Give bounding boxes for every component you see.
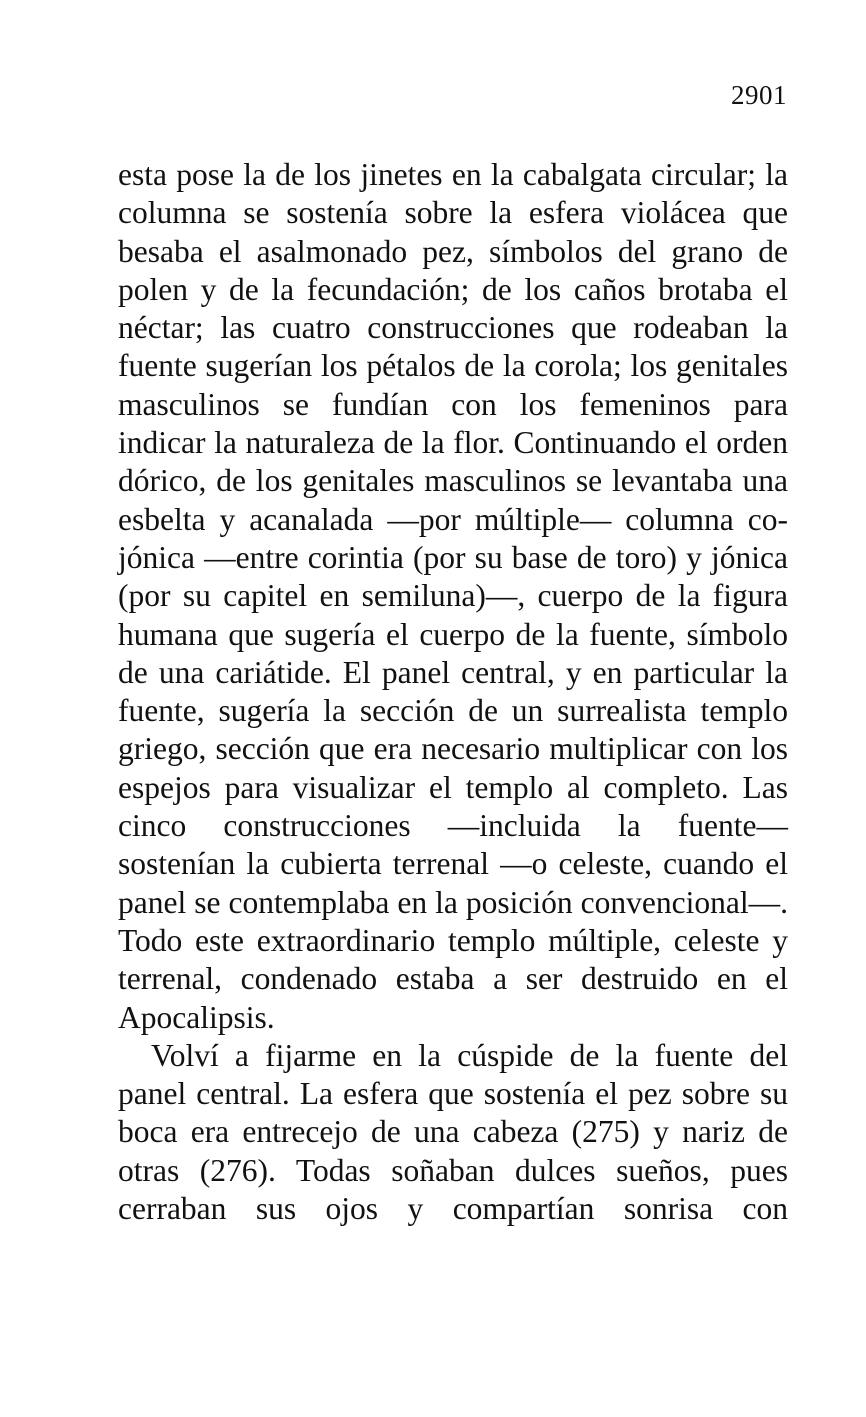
page-number: 2901 [731,80,787,110]
paragraph-2: Volví a fijarme en la cúspide de la fuente del panel central. La esfera que sostenía el pez sobre su boca era entrecejo de una cabeza (275) y nariz de otras (276). Todas soñaban dulces sueños, pues cerraban sus ojos y compartían sonrisa con [118,1037,788,1227]
paragraph-1: esta pose la de los jinetes en la cabalgata circular; la columna se sostenía sobre la esfera violácea que besaba el asalmonado pez, símbolos del grano de polen y de la fecundación; de los caños brotaba el néctar; las cuatro construcciones que rodeaban la fuente sugerían los pétalos de la corola; los genitales masculinos se fundían con los femeninos para indicar la naturaleza de la flor. Continuando el orden dórico, de los genitales masculinos se levantaba una esbelta y acanalada —por múltiple— columna co-jónica —entre corintia (por su base de toro) y jónica (por su capitel en semiluna)—, cuerpo de la figura humana que sugería el cuerpo de la fuente, símbolo de una cariátide. El panel central, y en particular la fuente, sugería la sección de un surrealista templo griego, sección que era necesario multiplicar con los espejos para visualizar el templo al completo. Las cinco construcciones —incluida la fuente— sostenían la cubierta terrenal —o celeste, cuando el panel se contemplaba en la posición convencional—. Todo este extraordinario templo múltiple, celeste y terrenal, condenado estaba a ser destruido en el Apocalipsis. [118,157,788,1035]
body-text [118,156,788,1228]
